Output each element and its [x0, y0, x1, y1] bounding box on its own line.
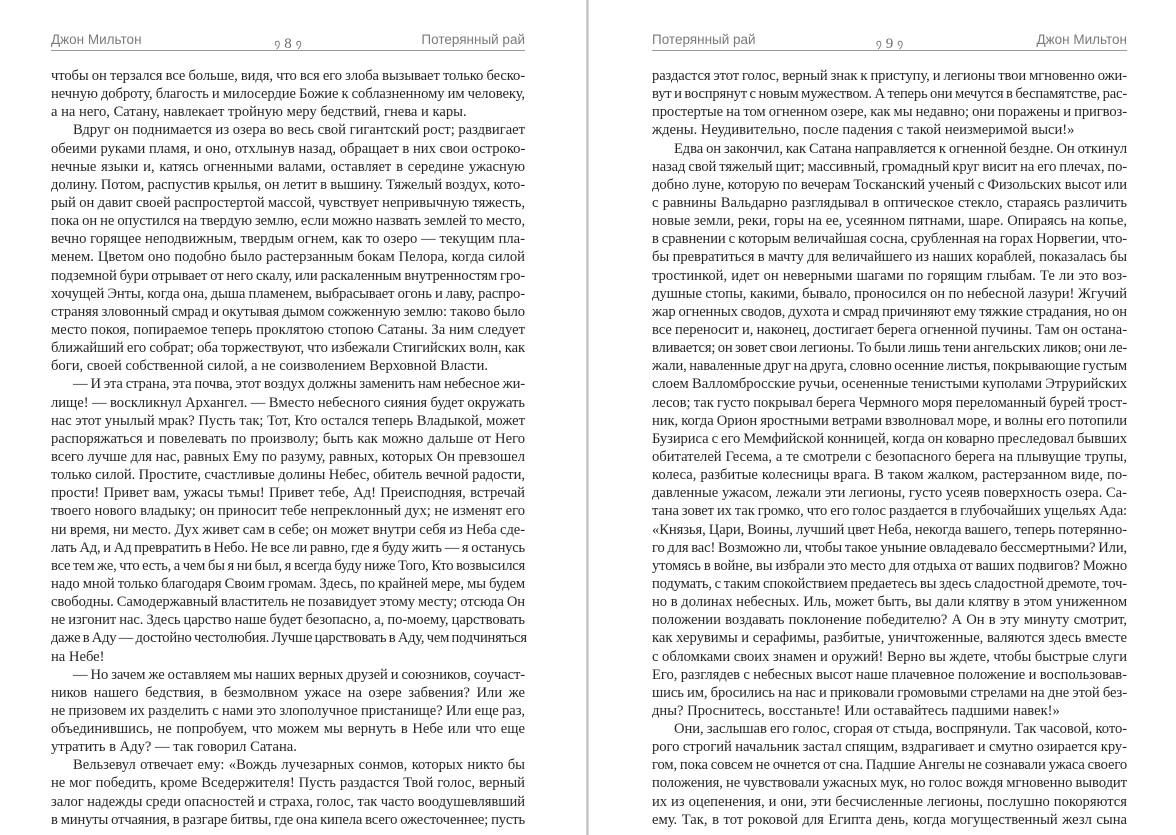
text-line: раздастся этот голос, верный знак к приступу, и легионы твои мгновенно ожи-	[652, 68, 1127, 84]
text-line: положения, не чувствовали ужасных мук, но голос вождя мгновенно выводит	[652, 775, 1127, 792]
text-line: залог надежды среди опасностей и страха, голос, так часто воодушевлявший	[51, 793, 525, 810]
text-line: вут и воспрянут с новым мужеством. А теперь они мечутся в беспамятстве, рас-	[652, 86, 1127, 103]
text-line: даже в Аду — достойно честолюбия. Лучше царствовать в Аду, чем подчиняться	[51, 630, 527, 647]
text-line: не призовем их разделить с нами это злополучное пристанище? Или еще раз,	[51, 702, 525, 719]
text-line: объединившись, не попробуем, что можем мы вернуть в Небе или что еще	[51, 721, 525, 738]
text-line: жар огненных сводов, духота и смрад причиняют ему тяжкие страдания, но он	[652, 303, 1127, 320]
text-line: надо мной только благодаря Своим громам. Здесь, по крайней мере, мы будем	[51, 575, 525, 592]
text-line: Едва он закончил, как Сатана направляется к огненной бездне. Он откинул	[674, 140, 1127, 157]
text-line: нас этот унылый мрак? Пусть так; Тот, Кто остался теперь Владыкой, может	[51, 412, 525, 429]
text-line: Они, заслышав его голос, сгорая от стыда, воспрянули. Так часовой, кото-	[674, 721, 1127, 738]
text-line: но в долинах небесных. Иль, может быть, вы дали клятву в этом униженном	[652, 594, 1128, 611]
text-line: в минуты отчаяния, в разгаре битвы, где она кипела всего ожесточеннее; пусть	[51, 811, 525, 828]
text-line: нечные языки и, катясь огненными валами, оставляет в середине ужасную	[51, 158, 525, 175]
text-line: место покоя, попираемое теперь проклятою стопою Сатаны. За ним следует	[51, 321, 525, 338]
text-line: пока он не опустился на твердую землю, если можно назвать землей то место,	[51, 213, 525, 230]
text-line: простертые на том огненном озере, как мы недавно; они поражены и пригвоз-	[652, 104, 1127, 121]
text-line: ему. Так, в тот роковой для Египта день, когда могущественный жезл сына	[652, 811, 1127, 828]
text-line: ждены. Неудивительно, после падения с такой неизмеримой выси!»	[652, 122, 1075, 139]
page-number: 9	[885, 36, 894, 52]
text-line: душные стопы, какими, бывало, проносился он по небесной лазури! Жгучий	[652, 285, 1127, 302]
header-title: Потерянный рай	[421, 32, 525, 47]
text-line: рый он давит своей распростертой массой, чувствует непривычную тяжесть,	[51, 194, 525, 211]
text-line: Бузириса с его Мемфийской конницей, когда он коварно преследовал бывших	[652, 430, 1127, 447]
text-line: твоего нового владыку; он приносит тебе непреклонный дух; не изменят его	[51, 503, 525, 520]
text-line: ник, когда Орион яростными ветрами взволновал море, и волны его потопили	[652, 412, 1127, 429]
text-line: нечную доброту, благость и милосердие Божие к соблазненному им человеку,	[51, 86, 525, 103]
ornament-right-icon: ᠀	[295, 37, 302, 51]
text-line: жали, наваленные друг на друга, словно осенние листья, покрывающие густым	[652, 358, 1127, 375]
text-line: ников нашего бедствия, в безмолвном ужасе на озере забвения? Или же	[51, 684, 525, 701]
text-line: вечно горящее неподвижным, твердым огнем, как то озеро — текущим пла-	[51, 231, 525, 248]
text-line: утратить в Аду? — так говорил Сатана.	[51, 739, 297, 756]
text-line: с обломками своих знамен и оружий! Верно вы ждете, чтобы быстрые слуги	[652, 648, 1127, 665]
text-line: дны? Проснитесь, восстаньте! Или оставайтесь падшими навек!»	[652, 702, 1060, 719]
header-author: Джон Мильтон	[1036, 32, 1127, 47]
text-line: — Но зачем же оставляем мы наших верных друзей и союзников, соучаст-	[73, 666, 525, 683]
page-number: 8	[284, 36, 292, 52]
text-line: не изгонит нас. Здесь царство наше будет безопасно, а, по-моему, царствовать	[51, 612, 525, 629]
text-line: — И эта страна, эта почва, этот воздух должны заменить нам небесное жи-	[73, 376, 525, 393]
running-header	[652, 30, 1127, 51]
text-line: тростинкой, идет он неверными шагами по горящим глыбам. Те ли это воз-	[652, 267, 1127, 284]
text-line: их из оцепенения, и они, эти бесчисленные легионы, послушно покоряются	[652, 793, 1127, 810]
text-line: все тем же, что есть, а чем бы я ни был, я всегда буду ниже Того, Кто возвысился	[51, 557, 525, 574]
text-line: лать Ад, и Ад превратить в Небо. Не все ли равно, где я буду жить — я останусь	[51, 539, 525, 556]
page-body-text	[652, 67, 1127, 829]
text-line: рого строгий начальник застал спящим, вздрагивает и смутно озирается кру-	[652, 739, 1127, 756]
text-line: на Небе!	[51, 648, 105, 665]
text-line: свободны. Самодержавный властитель не позавидует этому месту; отсюда Он	[51, 594, 525, 611]
right-page	[589, 0, 1176, 835]
text-line: «Князья, Цари, Воины, лучший цвет Неба, некогда вашего, теперь потерянно-	[652, 521, 1127, 538]
text-line: страняя зловонный смрад и окутывая дымом сожженную землю: таково было	[51, 303, 525, 320]
ornament-right-icon: ᠀	[897, 37, 904, 51]
text-line: добно луне, которую по вечерам Тосканский ученый с Физольских высот или	[652, 176, 1127, 193]
text-line: чтобы он терзался все больше, видя, что вся его злоба вызывает только беско-	[51, 68, 525, 84]
text-line: Вдруг он поднимается из озера во весь свой гигантский рост; раздвигает	[73, 122, 525, 139]
text-line: го для вас! Возможно ли, чтобы такое уныние овладевало бессмертными? Или,	[652, 539, 1127, 556]
text-line: боги, своей собственной силой, а не соизволением Верховной Власти.	[51, 358, 489, 375]
text-line: слоем Валломбросские ручьи, осененные тенистыми куполами Этрурийских	[652, 376, 1127, 393]
running-header	[51, 30, 525, 51]
text-line: лище! — воскликнул Архангел. — Вместо небесного сияния будет окружать	[51, 394, 525, 411]
text-line: с равнины Вальдарно разглядывал в оптическое стекло, стараясь различить	[652, 194, 1127, 211]
text-line: утомясь в войне, вы избрали это место для отдыха от ваших подвигов? Можно	[652, 557, 1127, 574]
text-line: положении воздавать поклонение победителю? А Он в эту минуту смотрит,	[652, 612, 1127, 629]
text-line: только силой. Простите, счастливые долины Небес, обитель вечной радости,	[51, 467, 525, 484]
text-line: Вельзевул отвечает ему: «Вождь лучезарных сонмов, которых никто бы	[73, 757, 525, 774]
text-line: лесов; так густо покрывал берега Чермного моря переломанный бурей трост-	[652, 394, 1127, 411]
text-line: колеса, разбитые колесницы врага. В таком жалком, растерзанном виде, по-	[652, 467, 1127, 484]
text-line: в сравнении с которым величайшая сосна, срубленная на горах Норвегии, что-	[652, 231, 1127, 248]
text-line: ни время, ни место. Дух живет сам в себе; он может внутри себя из Неба сде-	[51, 521, 525, 538]
text-line: менем. Цветом оно подобно было растерзанным бокам Пелора, когда силой	[51, 249, 525, 266]
text-line: назад свой тяжелый щит; массивный, громадный круг висит на его плечах, по-	[652, 158, 1127, 175]
text-line: новые земли, реки, горы на ее, усеянном пятнами, шаре. Опираясь на копье,	[652, 213, 1127, 230]
text-line: подумать, с таким спокойствием предаетесь вы здесь сладостной дремоте, точ-	[652, 575, 1127, 592]
text-line: все переносит и, наконец, достигает берега огненной пучины. Там он остана-	[652, 321, 1127, 338]
text-line: как херувимы и серафимы, разбитые, уничтоженные, валяются здесь вместе	[652, 630, 1127, 647]
text-line: подземной бури отрывает от него скалу, или раскаленным внутренностям гро-	[51, 267, 525, 284]
text-line: ближайший его собрат; оба торжествуют, что избежали Стигийских волн, как	[51, 340, 525, 357]
text-line: Его, разглядев с небесных высот наше плачевное положение и воспользовав-	[652, 666, 1127, 683]
text-line: вливается; он зовет свои легионы. То были лишь тени ангельских ликов; они ле-	[652, 340, 1127, 357]
text-line: хочущей Энты, когда она, дыша пламенем, выбрасывает огонь и лаву, распро-	[51, 285, 525, 302]
text-line: распоряжаться и повелевать по произволу; быть как можно дальше от Него	[51, 430, 525, 447]
text-line: всего лучше для нас, равных Ему по разуму, равных, которых Он превзошел	[51, 448, 525, 465]
header-title: Потерянный рай	[652, 32, 756, 47]
text-line: шись им, бросились на нас и приковали громовыми стрелами на дне этой без-	[652, 684, 1127, 701]
text-line: не мог победить, кроме Вседержителя! Пусть раздастся Твой голос, верный	[51, 775, 525, 792]
text-line: давленные ужасом, лежали эти легионы, густо усеяв поверхность озера. Са-	[652, 485, 1127, 502]
text-line: обеими руками пламя, и оно, отхлынув назад, обращает в них свои остроко-	[51, 140, 526, 157]
header-author: Джон Мильтон	[51, 32, 142, 47]
page-body-text	[51, 67, 525, 829]
text-line: долину. Потом, распустив крылья, он летит в вышину. Тяжелый воздух, кото-	[51, 176, 525, 193]
text-line: бы превратиться в мачту для величайшего из наших кораблей, показалась бы	[652, 249, 1127, 266]
ornament-left-icon: ᠀	[274, 37, 281, 51]
text-line: обитателей Гесема, а те смотрели с безопасного берега на плывущие трупы,	[652, 448, 1127, 465]
text-line: тана зовет их так громко, что его голос раздается в глубочайших ущельях Ада:	[652, 503, 1127, 520]
text-line: прости! Привет вам, ужасы тьмы! Привет тебе, Ад! Преисподняя, встречай	[51, 485, 525, 502]
text-line: гом, пока совсем не очнется от сна. Падшие Ангелы не сознавали ужаса своего	[652, 757, 1127, 774]
ornament-left-icon: ᠀	[875, 37, 882, 51]
text-line: а на него, Сатану, навлекает тройную меру бедствий, гнева и кары.	[51, 104, 467, 121]
